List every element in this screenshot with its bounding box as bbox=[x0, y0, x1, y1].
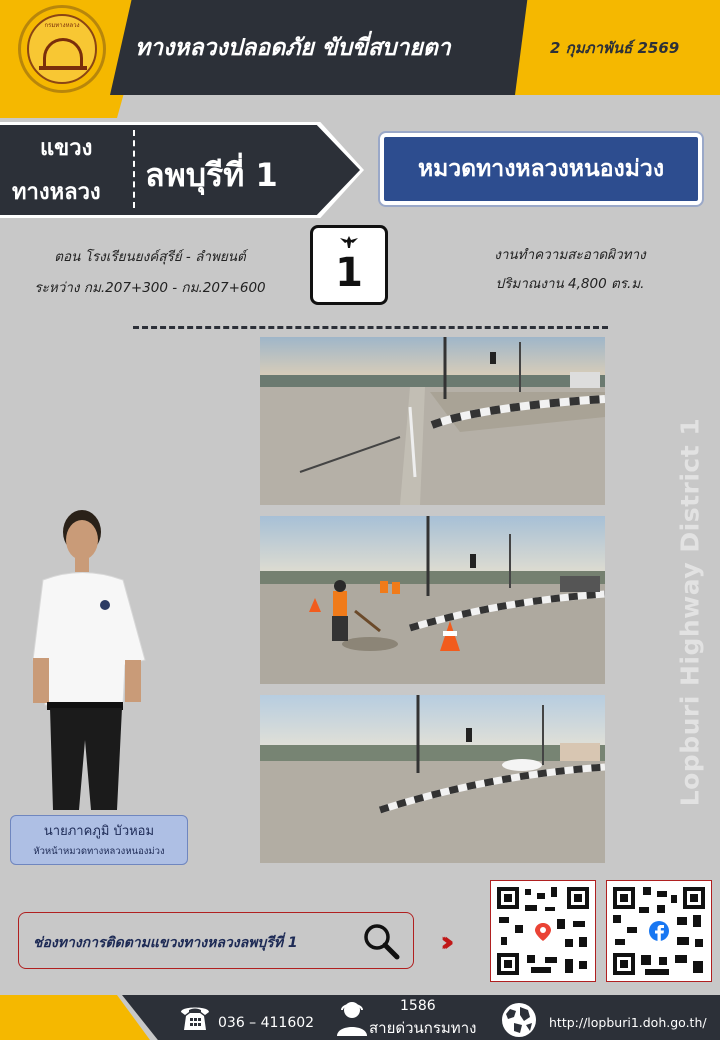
search-icon[interactable] bbox=[361, 921, 401, 961]
unit-banner bbox=[380, 133, 702, 205]
person-role: หัวหน้าหมวดทางหลวงหนองม่วง bbox=[33, 846, 165, 857]
person-caption bbox=[10, 815, 188, 865]
route-number: 1 bbox=[335, 250, 363, 296]
person-photo bbox=[25, 510, 155, 815]
work-quantity: ปริมาณงาน 4,800 ตร.ม. bbox=[495, 276, 645, 292]
road-photo-3 bbox=[260, 695, 605, 863]
section-km-range: ระหว่าง กม.207+300 - กม.207+600 bbox=[34, 280, 266, 296]
qr-maps-icon[interactable] bbox=[490, 880, 596, 982]
footer-phone[interactable]: 036 – 411602 bbox=[218, 1015, 315, 1031]
person-name: นายภาคภูมิ บัวหอม bbox=[43, 824, 155, 839]
globe-icon bbox=[500, 1001, 538, 1039]
road-photo-1 bbox=[260, 337, 605, 505]
logo-text: กรมทางหลวง bbox=[44, 22, 80, 29]
hotline-agent-icon bbox=[335, 1000, 369, 1036]
department-logo bbox=[18, 5, 106, 93]
district-label-line1: แขวง bbox=[40, 136, 93, 161]
hotline-number[interactable]: 1586 bbox=[400, 998, 436, 1014]
route-shield bbox=[310, 225, 388, 305]
follow-label: ช่องทางการติดตามแขวงทางหลวงลพบุรีที่ 1 bbox=[33, 935, 298, 951]
unit-name: หมวดทางหลวงหนองม่วง bbox=[417, 156, 665, 182]
phone-icon bbox=[178, 1000, 212, 1034]
district-divider bbox=[133, 130, 135, 208]
qr-facebook-icon[interactable] bbox=[606, 880, 712, 982]
follow-channel-box[interactable] bbox=[18, 912, 414, 969]
work-type: งานทำความสะอาดผิวทาง bbox=[494, 247, 646, 263]
website-link[interactable]: http://lopburi1.doh.go.th/ bbox=[549, 1015, 707, 1030]
chevron-right-icon: ››› bbox=[440, 925, 445, 958]
district-label-line2: ทางหลวง bbox=[12, 180, 101, 205]
district-name: ลพบุรีที่ 1 bbox=[145, 156, 278, 194]
header-date: 2 กุมภาพันธ์ 2569 bbox=[550, 39, 680, 57]
header-title: ทางหลวงปลอดภัย ขับขี่สบายตา bbox=[135, 35, 451, 61]
section-text: ตอน โรงเรียนยงค์สุรีย์ - ลำพยนต์ bbox=[54, 249, 246, 265]
road-photo-2 bbox=[260, 516, 605, 684]
district-watermark: Lopburi Highway District 1 bbox=[675, 417, 705, 807]
hotline-label: สายด่วนกรมทาง bbox=[369, 1019, 477, 1037]
dashed-divider bbox=[133, 326, 608, 329]
